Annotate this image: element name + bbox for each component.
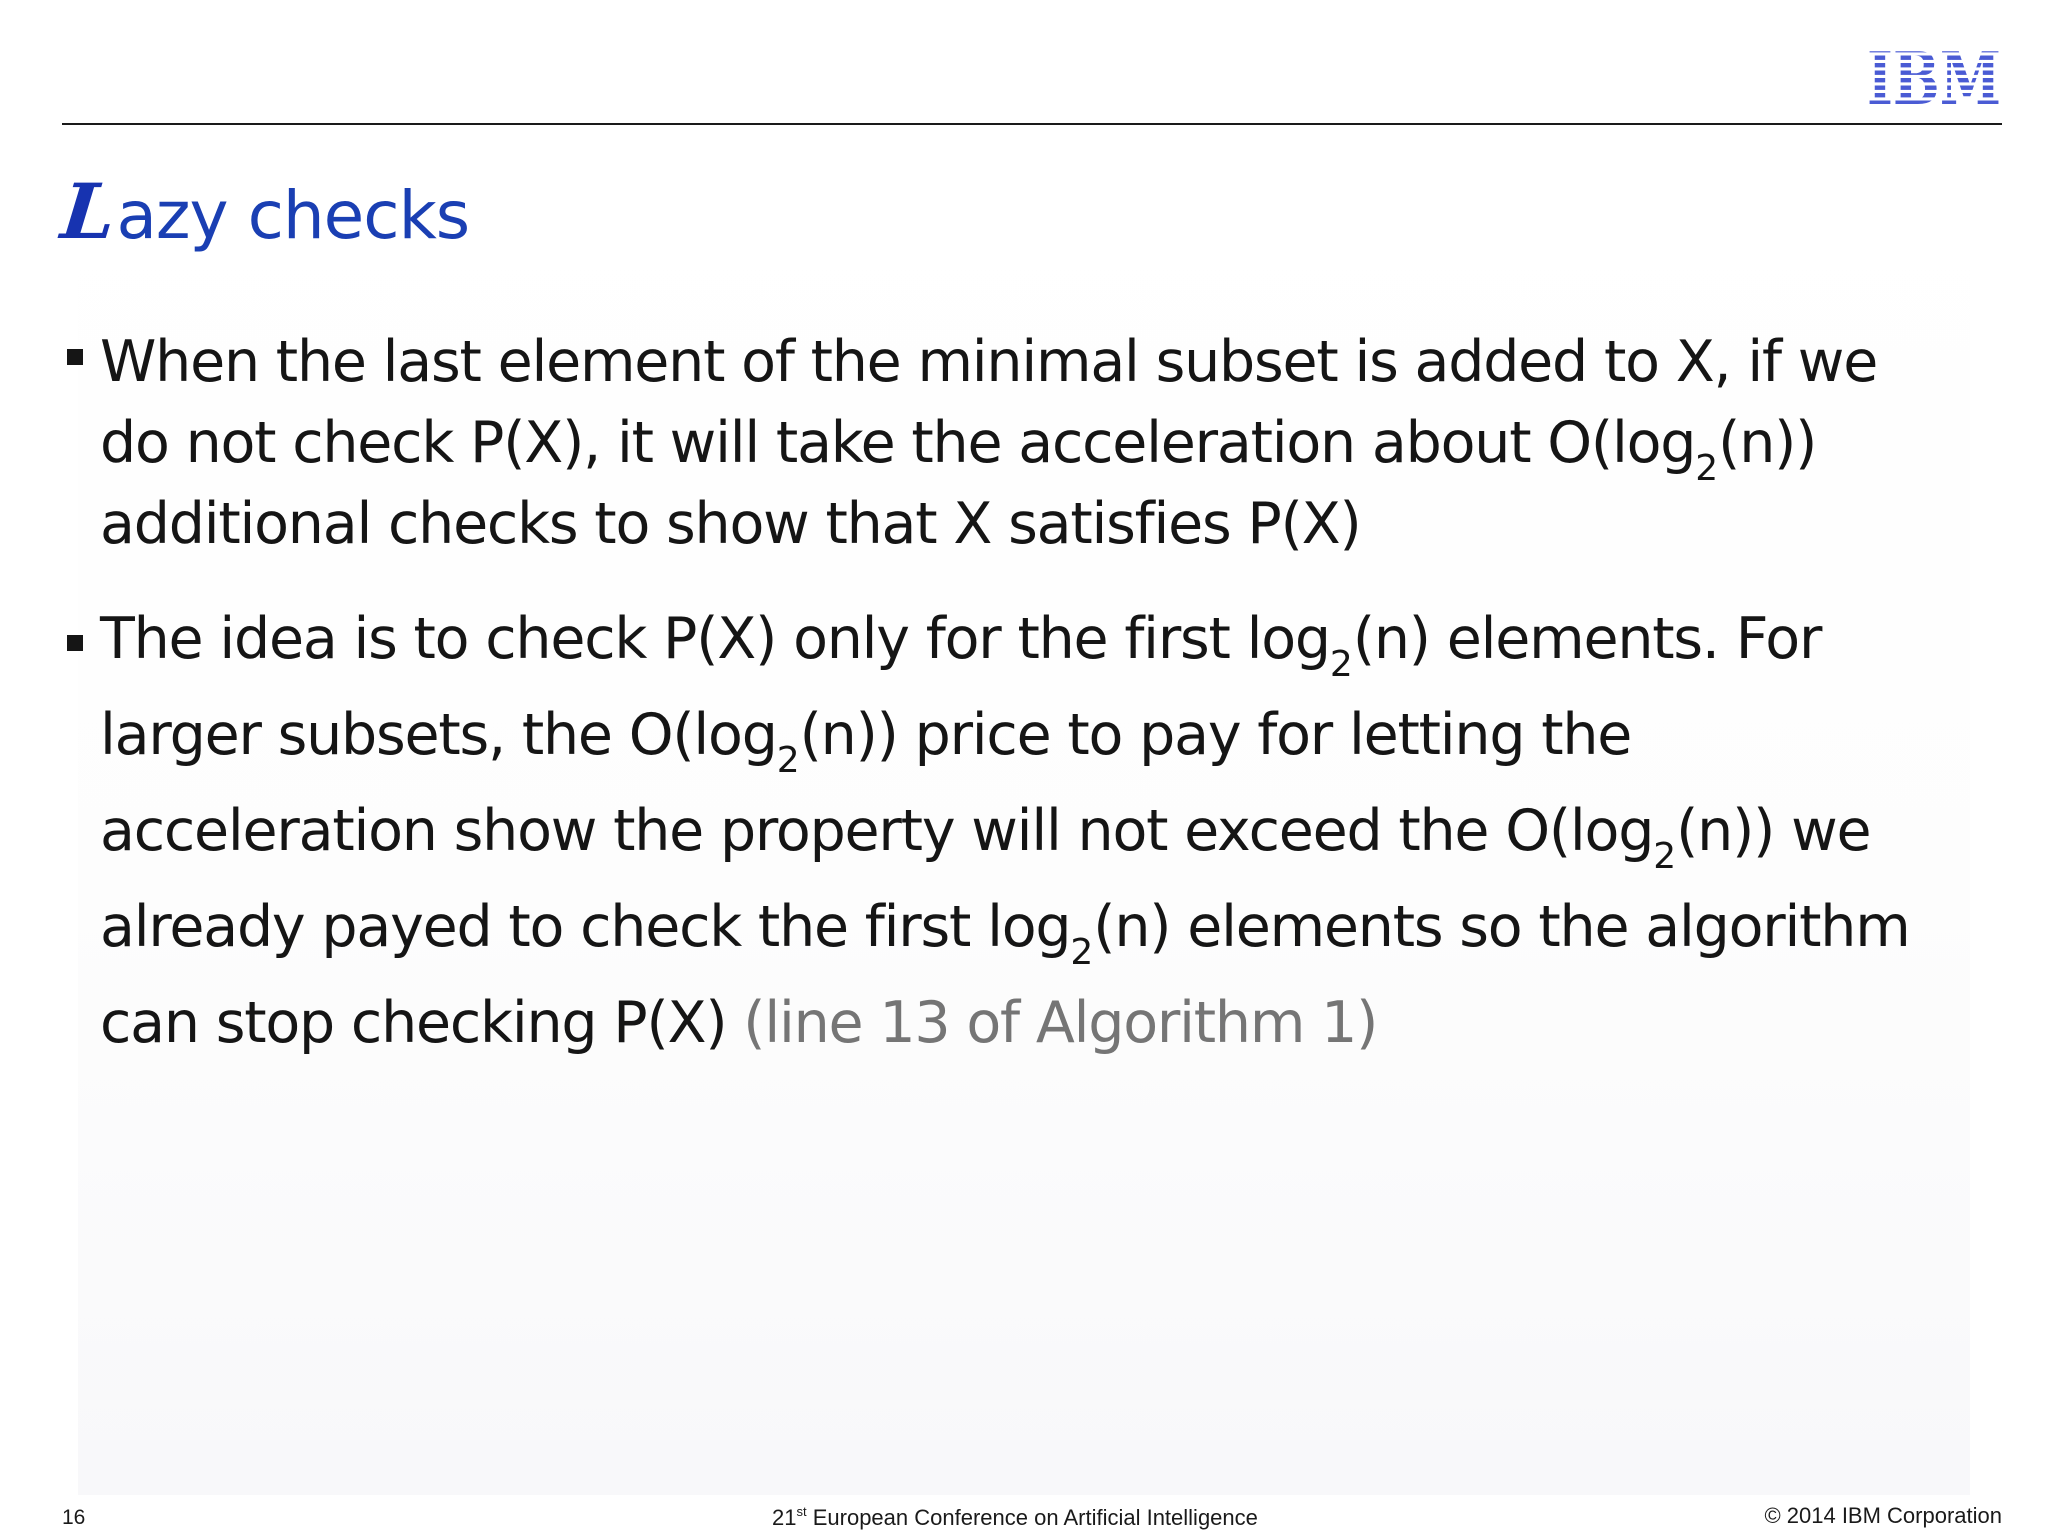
- bullet-item-1: [62, 322, 1992, 565]
- bullet-2-line-4: already payed to check the first $\log_2(n)$ elements so the algorithm: [100, 894, 1910, 973]
- bullet-item-2: [62, 591, 1992, 1071]
- conference-footer: 21st European Conference on Artificial Intelligence: [772, 1504, 1258, 1530]
- header-divider: [62, 123, 2002, 125]
- ibm-logo-text: IBM: [1867, 36, 2001, 121]
- square-bullet-icon: [67, 635, 83, 651]
- bullet-1-line-2: do not check P(X), it will take the acceleration about $O(\log_2(n))$: [100, 410, 1817, 489]
- page-number: 16: [62, 1506, 86, 1529]
- bullet-2-line-1: The idea is to check P(X) only for the first $\log_2(n)$ elements. For: [100, 606, 1822, 685]
- slide-title: [57, 166, 470, 262]
- bullet-list: [62, 322, 1992, 1071]
- algorithm-reference-note: (line 13 of Algorithm 1): [743, 990, 1378, 1056]
- bullet-1-line-1: When the last element of the minimal subset is added to X, if we: [100, 329, 1878, 395]
- bullet-2-line-3: acceleration show the property will not exceed the $O(\log_2(n))$ we: [100, 798, 1871, 877]
- ibm-logo: [1866, 36, 2002, 121]
- bullet-1-line-3: additional checks to show that X satisfies P(X): [100, 491, 1361, 557]
- square-bullet-icon: [67, 349, 83, 365]
- copyright-notice: © 2014 IBM Corporation: [1764, 1503, 2002, 1528]
- bullet-2-line-2: larger subsets, the $O(\log_2(n))$ price to pay for letting the: [100, 702, 1632, 781]
- title-text: azy checks: [116, 177, 470, 254]
- bullet-2-line-5: can stop checking P(X) (line 13 of Algorithm 1): [100, 990, 1378, 1056]
- title-initial-letter: L: [57, 167, 120, 256]
